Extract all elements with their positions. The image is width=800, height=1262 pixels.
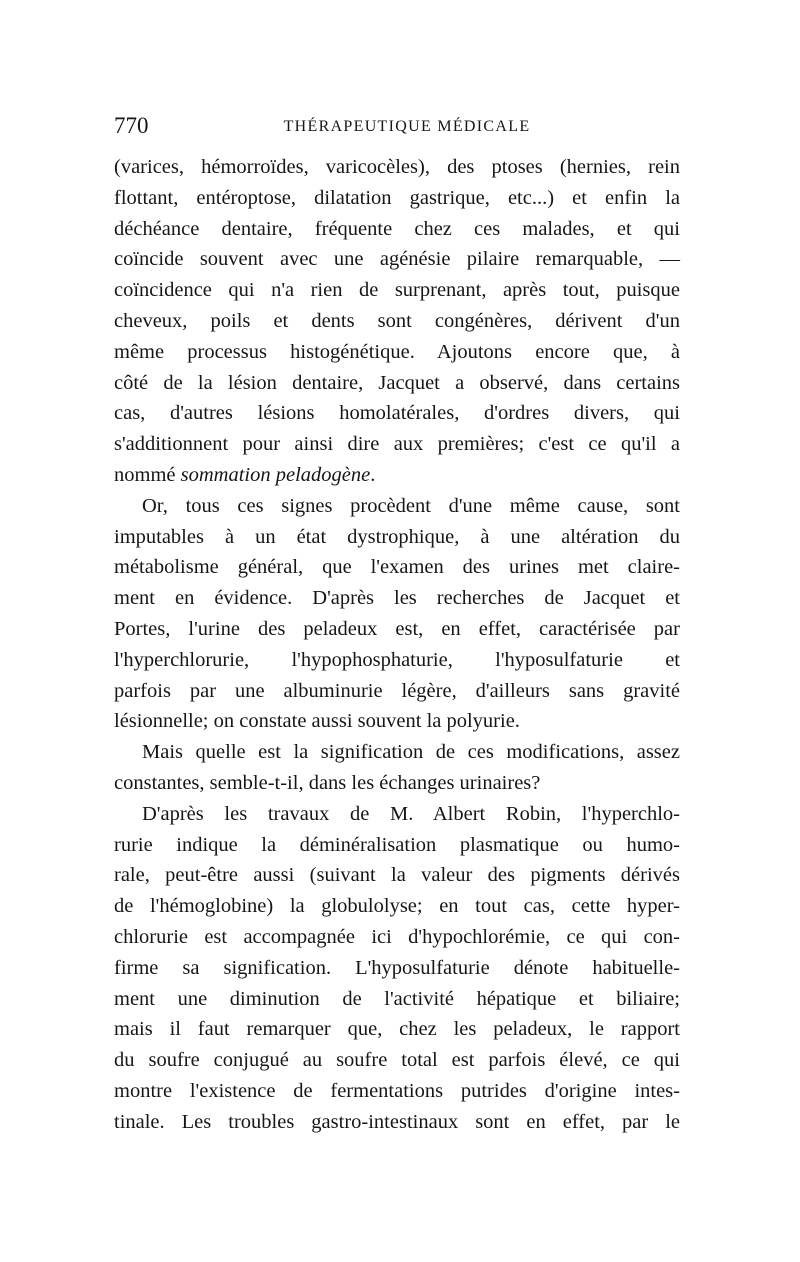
- book-page: [114, 112, 680, 1133]
- text-line: ment une diminution de l'activité hépatique et biliaire;: [114, 987, 680, 1010]
- text-line-paragraph-end: lésionnelle; on constate aussi souvent la polyurie.: [114, 710, 520, 733]
- text-line: cheveux, poils et dents sont congénères, dérivent d'un: [114, 309, 680, 332]
- page-number: 770: [114, 113, 149, 138]
- text-line: rale, peut-être aussi (suivant la valeur des pigments dérivés: [114, 864, 680, 887]
- text-line-paragraph-start: D'après les travaux de M. Albert Robin, l'hyperchlo-: [142, 802, 680, 825]
- text-line: l'hyperchlorurie, l'hypophosphaturie, l'hyposulfaturie et: [114, 648, 680, 671]
- text-line: métabolisme général, que l'examen des urines met claire-: [114, 556, 680, 579]
- text-line: parfois par une albuminurie légère, d'ailleurs sans gravité: [114, 679, 680, 702]
- text-line: montre l'existence de fermentations putrides d'origine intes-: [114, 1079, 680, 1102]
- text-line: s'additionnent pour ainsi dire aux premières; c'est ce qu'il a: [114, 433, 680, 456]
- text-line: coïncidence qui n'a rien de surprenant, après tout, puisque: [114, 279, 680, 302]
- text-line: (varices, hémorroïdes, varicocèles), des ptoses (hernies, rein: [114, 156, 680, 178]
- text-line: firme sa signification. L'hyposulfaturie dénote habituelle-: [114, 956, 680, 979]
- text-line: Portes, l'urine des peladeux est, en effet, caractérisée par: [114, 617, 680, 640]
- running-head: [114, 112, 680, 148]
- text-line: flottant, entéroptose, dilatation gastrique, etc...) et enfin la: [114, 186, 680, 209]
- text-line: de l'hémoglobine) la globulolyse; en tout cas, cette hyper-: [114, 895, 680, 918]
- text-line: chlorurie est accompagnée ici d'hypochlorémie, ce qui con-: [114, 925, 680, 948]
- text-line: mais il faut remarquer que, chez les peladeux, le rapport: [114, 1018, 680, 1041]
- text-line-paragraph-end: [114, 460, 680, 491]
- text-line: déchéance dentaire, fréquente chez ces malades, et qui: [114, 217, 680, 240]
- text-line: coïncide souvent avec une agénésie pilaire remarquable, —: [114, 248, 680, 271]
- text-fragment: .: [370, 463, 376, 486]
- text-line: même processus histogénétique. Ajoutons encore que, à: [114, 340, 680, 363]
- text-line: cas, d'autres lésions homolatérales, d'ordres divers, qui: [114, 402, 680, 425]
- body-text: [114, 152, 680, 1138]
- text-fragment: nommé: [114, 463, 181, 486]
- running-title: THÉRAPEUTIQUE MÉDICALE: [283, 118, 531, 135]
- text-line: tinale. Les troubles gastro-intestinaux sont en effet, par le: [114, 1110, 680, 1133]
- text-line: imputables à un état dystrophique, à une altération du: [114, 525, 680, 548]
- text-line-paragraph-end: constantes, semble-t-il, dans les échanges urinaires?: [114, 771, 541, 794]
- italic-term: sommation peladogène: [180, 463, 371, 486]
- text-line-paragraph-start: Or, tous ces signes procèdent d'une même cause, sont: [142, 494, 680, 517]
- text-line: ment en évidence. D'après les recherches de Jacquet et: [114, 587, 680, 610]
- text-line: côté de la lésion dentaire, Jacquet a observé, dans certains: [114, 371, 680, 394]
- text-line: rurie indique la déminéralisation plasmatique ou humo-: [114, 833, 680, 856]
- text-line: du soufre conjugué au soufre total est parfois élevé, ce qui: [114, 1049, 680, 1072]
- text-line-paragraph-start: Mais quelle est la signification de ces modifications, assez: [142, 741, 680, 764]
